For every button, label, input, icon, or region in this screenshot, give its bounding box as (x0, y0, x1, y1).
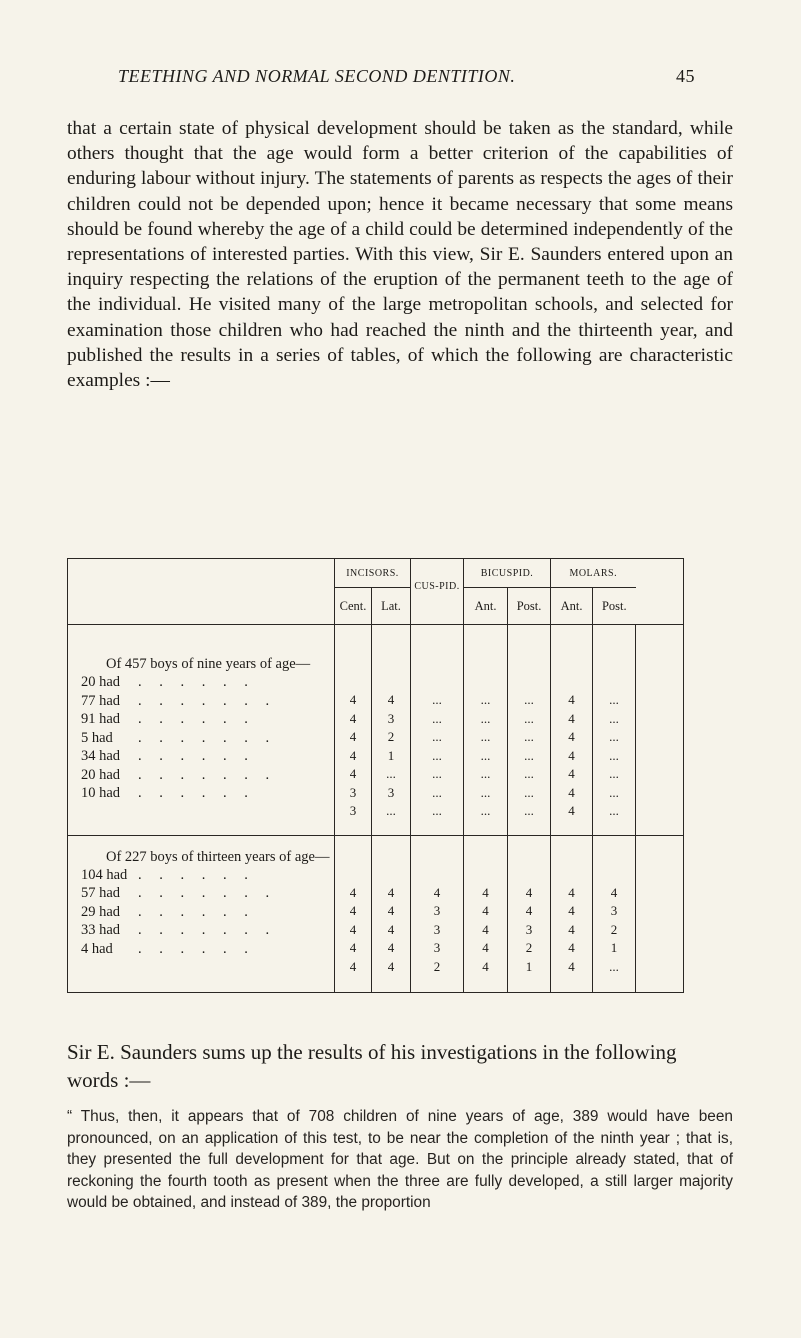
table-cell: 4 (568, 692, 575, 707)
table-cell: ... (480, 710, 491, 726)
table-cell: 4 (568, 958, 575, 974)
table-cell: 4 (349, 747, 357, 763)
table-cell: ... (609, 729, 619, 744)
table-cell: 1 (387, 747, 395, 763)
table-cell: ... (432, 710, 442, 726)
row-label: 29 had . . . . . . (81, 903, 255, 920)
table-cell: ... (480, 692, 491, 707)
cuspid-column-cells (411, 835, 464, 993)
row-label: 104 had . . . . . . (81, 866, 255, 883)
row-label: 91 had . . . . . . (81, 711, 255, 727)
table-cell: 4 (482, 903, 489, 918)
table-cell: 3 (387, 784, 395, 800)
page-number: 45 (676, 66, 695, 86)
group-label: Of 227 boys of thirteen years of age— (106, 848, 330, 865)
ant-molar-header: Ant. (551, 588, 593, 625)
eruption-table (67, 558, 684, 993)
table-cell: ... (480, 729, 491, 744)
table-cell: 1 (610, 940, 618, 955)
summary-sentence: Sir E. Saunders sums up the results of his investigations in the following words :— (67, 1040, 677, 1092)
ant_m-column-cells (551, 625, 593, 836)
table-cell: 1 (525, 958, 533, 974)
cent-column-cells (335, 835, 372, 993)
table-cell: 3 (610, 903, 618, 918)
table-cell: 4 (525, 903, 533, 918)
table-cell: ... (386, 803, 396, 818)
incisors-header: INCISORS. (335, 559, 411, 588)
table-cell: 4 (482, 940, 489, 955)
bicuspid-header: BICUSPID. (464, 559, 551, 588)
table-cell: 4 (349, 940, 357, 955)
table-cell: 4 (568, 884, 575, 900)
table-cell: 4 (568, 729, 575, 744)
ant_b-column-cells (464, 625, 508, 836)
table-cell: 4 (387, 692, 395, 707)
post_b-column-cells (508, 625, 551, 836)
post-bicuspid-header: Post. (508, 588, 551, 625)
cuspid-header: CUS-PID. (411, 559, 464, 625)
table-cell: ... (432, 747, 442, 763)
table-cell: 3 (387, 710, 395, 726)
table-cell: 3 (433, 921, 441, 937)
table-cell: 4 (349, 921, 357, 937)
table-cell: ... (609, 766, 619, 781)
lat-column-cells (372, 625, 411, 836)
table-cell: 4 (568, 803, 575, 818)
table-cell: ... (524, 729, 534, 744)
table-cell: ... (432, 766, 442, 781)
table-cell: ... (524, 766, 534, 781)
molars-header: MOLARS. (551, 559, 636, 588)
table-cell: ... (524, 784, 534, 800)
table-cell: ... (480, 747, 491, 763)
table-cell: ... (609, 958, 619, 974)
table-cell: ... (432, 784, 442, 800)
post_b-column-cells (508, 835, 551, 993)
table-cell: 4 (387, 921, 395, 937)
table-cell: 3 (433, 940, 441, 955)
row-label: 20 had . . . . . . . (81, 766, 277, 783)
table-cell: 2 (433, 958, 441, 974)
table-cell: ... (524, 710, 534, 726)
table-cell: 4 (568, 747, 575, 763)
table-cell: ... (386, 766, 396, 781)
table-cell: 4 (349, 710, 357, 726)
table-cell: 3 (525, 921, 533, 937)
table-cell: ... (524, 692, 534, 707)
table-cell: 4 (568, 921, 575, 937)
table-cell: ... (524, 747, 534, 763)
table-cell: ... (609, 784, 619, 800)
table-cell: 4 (568, 784, 575, 800)
group-label: Of 457 boys of nine years of age— (106, 656, 311, 672)
post_m-column-cells (593, 835, 636, 993)
cuspid-column-cells (411, 625, 464, 836)
table-cell: 4 (482, 884, 489, 900)
ant_m-column-cells (551, 835, 593, 993)
table-cell: ... (524, 803, 534, 818)
row-label: 20 had . . . . . . (81, 674, 255, 690)
table-cell: 4 (482, 958, 489, 974)
cent-header: Cent. (335, 588, 372, 625)
table-cell: 3 (349, 784, 357, 800)
table-cell: 4 (568, 903, 575, 918)
table-cell: ... (480, 803, 491, 818)
table-cell: 2 (387, 729, 395, 744)
table-cell: 4 (482, 921, 489, 937)
table-cell: 4 (433, 884, 441, 900)
cent-column-cells (335, 625, 372, 836)
table-cell: 4 (349, 766, 357, 781)
table-cell: 4 (387, 958, 395, 974)
ant-bicuspid-header: Ant. (464, 588, 508, 625)
table-cell: 4 (349, 903, 357, 918)
table-cell: ... (432, 729, 442, 744)
post_m-column-cells (593, 625, 636, 836)
row-label: 34 had . . . . . . (81, 748, 255, 764)
table-cell: ... (609, 692, 619, 707)
table-cell: ... (609, 747, 619, 763)
table-cell: 4 (610, 884, 618, 900)
table-cell: ... (432, 692, 442, 707)
group1-labels (68, 625, 335, 836)
body-paragraph: that a certain state of physical development should be taken as the standard, while others thought that the age would form a better criterion of the capabilities of enduring labour without injury. The statements of parents as respects the ages of their children could not be depended upon; hence it became necessary that some means should be found whereby the age of a child could be determined independently of the representations of interested parties. With this view, Sir E. Saunders entered upon an inquiry respecting the relations of the eruption of the permanent teeth to the age of the individual. He visited many of the large metropolitan schools, and selected for examination those children who had reached the ninth and the thirteenth year, and published the results in a series of tables, of which the following are characteristic examples :— (67, 118, 733, 392)
group2-labels (68, 835, 335, 993)
table-cell: 3 (433, 903, 441, 918)
table-cell: 4 (568, 710, 575, 726)
table-cell: 4 (525, 884, 533, 900)
table-cell: 4 (349, 884, 357, 900)
table-cell: 2 (610, 921, 618, 937)
row-label: 33 had . . . . . . . (81, 922, 277, 938)
table-cell: 4 (568, 766, 575, 781)
table-cell: 4 (349, 958, 357, 974)
table-cell: 4 (387, 903, 395, 918)
running-title: TEETHING AND NORMAL SECOND DENTITION. (118, 66, 516, 86)
running-header (0, 66, 801, 94)
table-cell: 4 (387, 884, 395, 900)
table-cell: ... (432, 803, 442, 818)
table-cell: ... (609, 710, 619, 726)
table-cell: 4 (568, 940, 575, 955)
row-label: 77 had . . . . . . . (81, 692, 277, 709)
row-label: 5 had . . . . . . . (81, 729, 277, 746)
lat-column-cells (372, 835, 411, 993)
row-label: 57 had . . . . . . . (81, 885, 277, 901)
lat-header: Lat. (372, 588, 411, 625)
table-cell: ... (609, 803, 619, 818)
table-cell: ... (480, 766, 491, 781)
table-cell: ... (480, 784, 491, 800)
table-corner (68, 559, 335, 625)
row-label: 10 had . . . . . . (81, 785, 255, 801)
post-molar-header: Post. (593, 588, 636, 625)
table-cell: 2 (525, 940, 533, 955)
ant_b-column-cells (464, 835, 508, 993)
table-cell: 3 (349, 803, 357, 818)
table-cell: 4 (349, 729, 357, 744)
quotation: “ Thus, then, it appears that of 708 children of nine years of age, 389 would have been pronounced, on an application of this test, to be near the completion of the ninth year ; that is, they presented the full development for that age. But on the principle already stated, that of reckoning the fourth tooth as present when the three are fully developed, a still larger majority would be obtained, and instead of 389, the proportion (67, 1108, 733, 1211)
row-label: 4 had . . . . . . (81, 940, 255, 957)
table-cell: 4 (349, 692, 357, 707)
table-cell: 4 (387, 940, 395, 955)
